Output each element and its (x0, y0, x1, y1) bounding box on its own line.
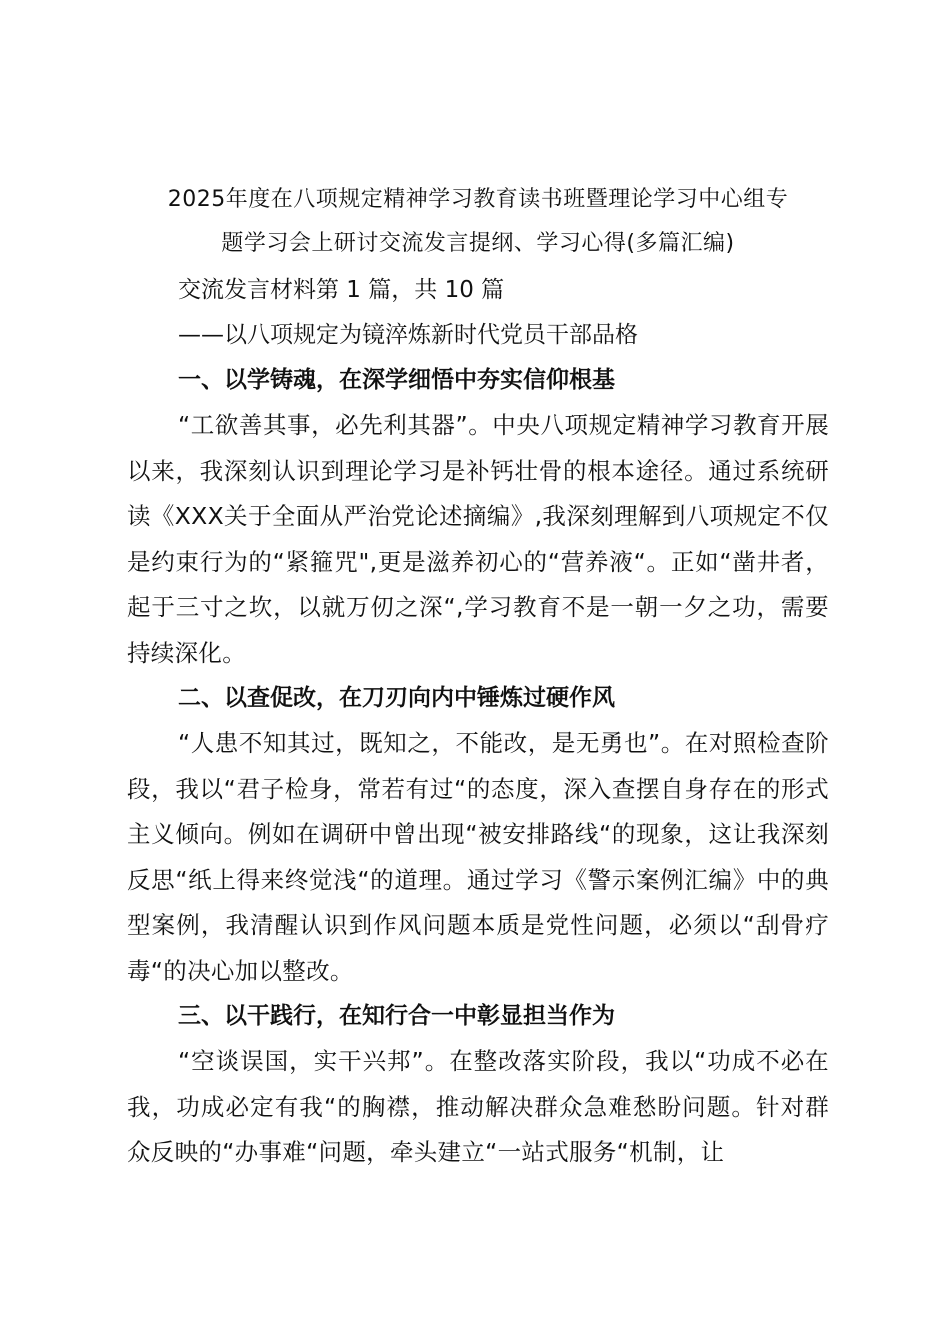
series-label: 交流发言材料第 1 篇，共 10 篇 (178, 277, 505, 303)
title-line-1: 2025年度在八项规定精神学习教育读书班暨理论学习中心组专 (167, 187, 789, 212)
document-body (127, 178, 829, 1176)
title-line-2: 题学习会上研讨交流发言提纲、学习心得(多篇汇编) (221, 231, 735, 256)
section-paragraph-3: “空谈误国，实干兴邦”。在整改落实阶段，我以“功成不必在我，功成必定有我“的胸襟，推动解决群众急难愁盼问题。针对群众反映的“办事难“问题，牵头建立“一站式服务“机制，让 (127, 1047, 829, 1166)
document-subtitle: ——以八项规定为镜淬炼新时代党员干部品格 (178, 322, 638, 348)
section-paragraph-1: “工欲善其事，必先利其器”。中央八项规定精神学习教育开展以来，我深刻认识到理论学习是补钙壮骨的根本途径。通过系统研读《XXX关于全面从严治党论述摘编》,我深刻理解到八项规定不仅是约束行为的“紧箍咒",更是滋养初心的“营养液“。正如“凿井者，起于三寸之坎，以就万仞之深“,学习教育不是一朝一夕之功，需要持续深化。 (127, 411, 829, 667)
section-paragraph-2: “人患不知其过，既知之，不能改，是无勇也”。在对照检查阶段，我以“君子检身，常若有过“的态度，深入查摆自身存在的形式主义倾向。例如在调研中曾出现“被安排路线“的现象，这让我深刻反思“纸上得来终觉浅“的道理。通过学习《警示案例汇编》中的典型案例，我清醒认识到作风问题本质是党性问题，必须以“刮骨疗毒“的决心加以整改。 (127, 729, 829, 985)
section-heading-3: 三、以干践行，在知行合一中彰显担当作为 (178, 1003, 615, 1029)
section-heading-2: 二、以查促改，在刀刃向内中锤炼过硬作风 (178, 685, 615, 711)
document-title (127, 178, 829, 266)
section-heading-1: 一、以学铸魂，在深学细悟中夯实信仰根基 (178, 367, 615, 393)
